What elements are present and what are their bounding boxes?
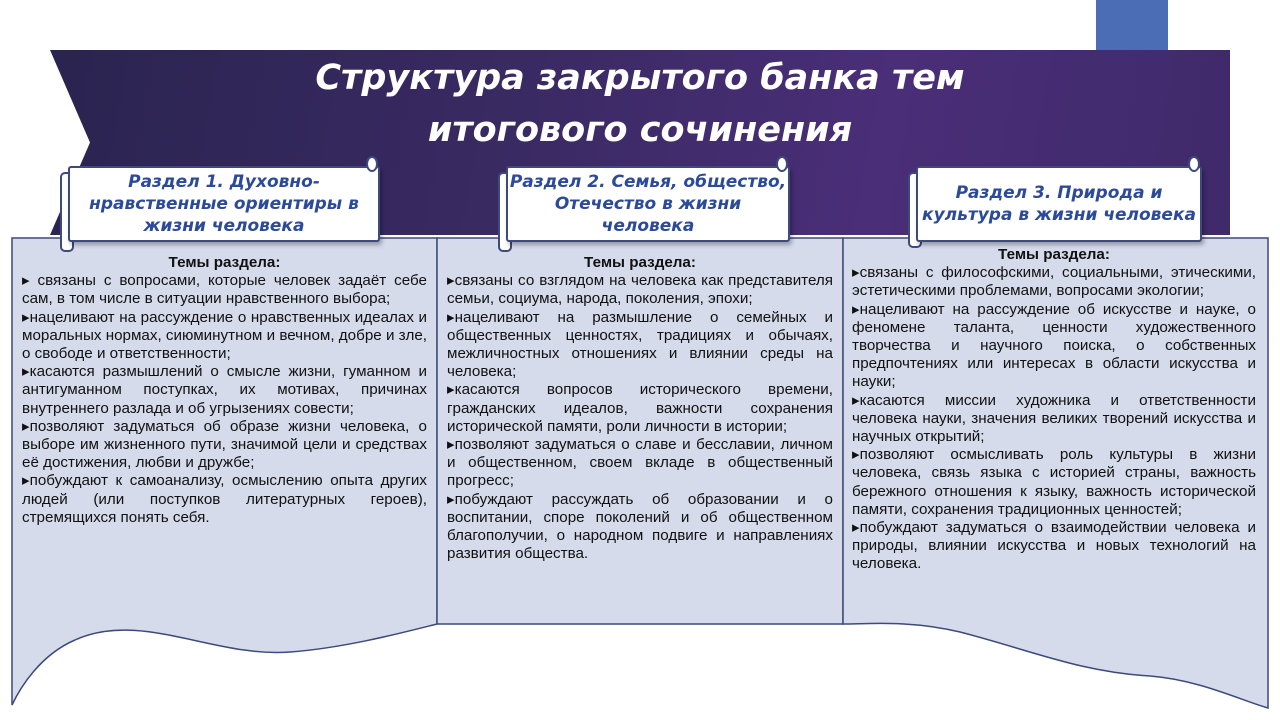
scroll-3-top-curl bbox=[1188, 156, 1200, 172]
section-1-item: ▸нацеливают на рассуждение о нравственных идеалах и моральных нормах, сиюминутном и вечном, добре и зле, о свободе и ответственности; bbox=[22, 308, 427, 363]
section-3-item: ▸позволяют осмысливать роль культуры в жизни человека, связь языка с историей страны, важность бережного отношения к языку, важность исторической памяти, сохранения традиционных ценностей; bbox=[852, 446, 1256, 518]
title-line-2: итогового сочинения bbox=[427, 110, 853, 150]
section-3-heading bbox=[916, 166, 1202, 242]
scroll-2-top-curl bbox=[776, 156, 788, 172]
section-2-item: ▸нацеливают на размышление о семейных и общественных ценностях, традициях и обычаях, межличностных отношениях и влиянии среды на человека; bbox=[447, 308, 833, 381]
section-2-body bbox=[447, 254, 833, 563]
section-1-heading bbox=[68, 166, 380, 242]
section-1-item: ▸позволяют задуматься об образе жизни человека, о выборе им жизненного пути, значимой цели и средствах её достижения, любви и дружбе; bbox=[22, 417, 427, 472]
section-3-topics-head: Темы раздела: bbox=[998, 246, 1110, 263]
section-1-item: ▸побуждают к самоанализу, осмыслению опыта других людей (или поступков литературных героев), стремящихся понять себя. bbox=[22, 472, 427, 526]
section-3-item: ▸связаны с философскими, социальными, этическими, эстетическими проблемами, вопросами экологии; bbox=[852, 264, 1256, 300]
section-1-heading-text: Раздел 1. Духовно-нравственные ориентиры в жизни человека bbox=[89, 172, 359, 236]
section-3-item: ▸побуждают задуматься о взаимодействии человека и природы, влиянии искусства и новых технологий на человека. bbox=[852, 519, 1256, 573]
section-2-item: ▸позволяют задуматься о славе и бесславии, личном и общественном, своем вкладе в общественный прогресс; bbox=[447, 436, 833, 490]
section-3-item: ▸нацеливают на рассуждение об искусстве и науке, о феномене таланта, ценности художественного творчества и научного поиска, о собственных предпочтениях или интересах в области искусства и науки; bbox=[852, 300, 1256, 391]
section-2-item: ▸касаются вопросов исторического времени, гражданских идеалов, важности сохранения исторической памяти, роли личности в истории; bbox=[447, 381, 833, 435]
section-3-heading-text: Раздел 3. Природа и культура в жизни человека bbox=[922, 183, 1196, 225]
section-3-item: ▸касаются миссии художника и ответственности человека науки, значения великих творений искусства и научных открытий; bbox=[852, 391, 1256, 446]
section-2-item: ▸связаны со взглядом на человека как представителя семьи, социума, народа, поколения, эпохи; bbox=[447, 272, 833, 308]
section-2-topics-head: Темы раздела: bbox=[584, 254, 696, 271]
scroll-1-top-curl bbox=[366, 156, 378, 172]
section-1-topics-head: Темы раздела: bbox=[168, 254, 281, 271]
section-2-heading-text: Раздел 2. Семья, общество, Отечество в жизни человека bbox=[509, 172, 787, 236]
section-1-item: ▸касаются размышлений о смысле жизни, гуманном и антигуманном поступках, их мотивах, причинах внутреннего разлада и об угрызениях совести; bbox=[22, 363, 427, 417]
section-1-body bbox=[22, 254, 427, 527]
title-line-1: Структура закрытого банка тем bbox=[315, 58, 965, 98]
section-2-item: ▸побуждают рассуждать об образовании и о воспитании, споре поколений и об общественном благополучии, о народном подвиге и направлениях развития общества. bbox=[447, 490, 833, 563]
section-1-item: ▸ связаны с вопросами, которые человек задаёт себе сам, в том числе в ситуации нравственного выбора; bbox=[22, 272, 427, 308]
section-3-body bbox=[852, 246, 1256, 574]
section-2-heading bbox=[506, 166, 790, 242]
